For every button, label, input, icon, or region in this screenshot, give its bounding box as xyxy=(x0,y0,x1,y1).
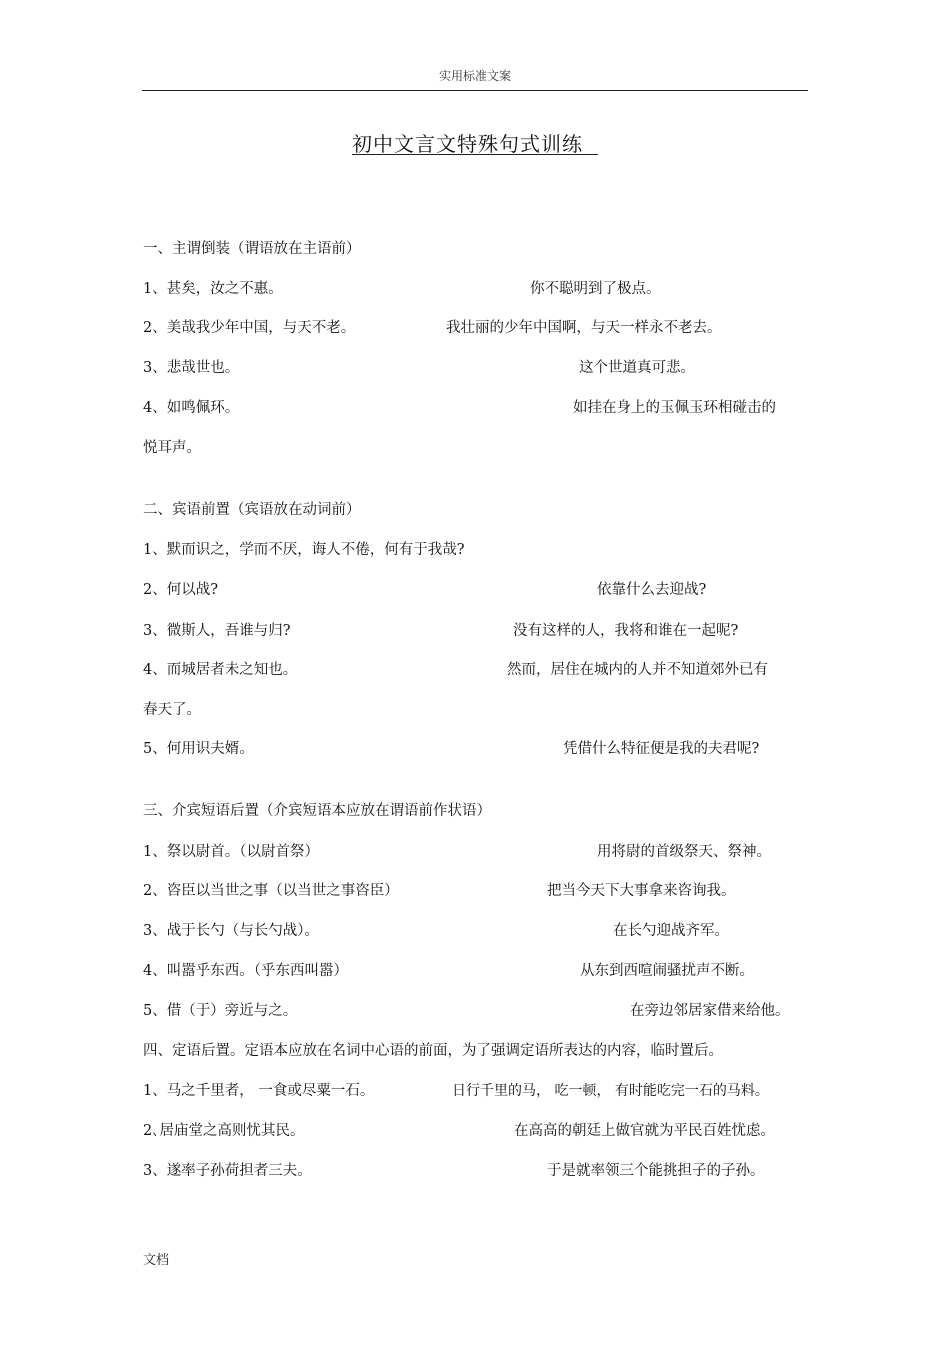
sentence-original: 4、而城居者未之知也。 xyxy=(143,662,298,678)
sentence-original: 5、借（于）旁近与之。 xyxy=(143,1003,298,1019)
sentence-translation: 日行千里的马， 吃一顿， 有时能吃完一石的马料。 xyxy=(452,1083,769,1099)
section-heading: 一、主谓倒装（谓语放在主语前） xyxy=(143,241,361,257)
title-underline xyxy=(352,154,598,155)
sentence-original: 3、战于长勺（与长勺战）。 xyxy=(143,923,319,939)
sentence-original: 1、马之千里者， 一食或尽粟一石。 xyxy=(143,1083,375,1099)
sentence-translation: 从东到西喧闹骚扰声不断。 xyxy=(580,963,754,979)
sentence-original: 2、何以战? xyxy=(143,582,218,598)
sentence-translation: 在旁边邻居家借来给他。 xyxy=(630,1003,790,1019)
sentence-original: 2､居庙堂之高则忧其民。 xyxy=(143,1123,305,1139)
sentence-original: 3、悲哉世也。 xyxy=(143,360,240,376)
sentence-original: 1、祭以尉首。（以尉首祭） xyxy=(143,844,319,860)
sentence-translation: 在长勺迎战齐军。 xyxy=(613,923,729,939)
sentence-translation: 我壮丽的少年中国啊，与天一样永不老去。 xyxy=(446,320,722,336)
header-divider xyxy=(142,90,808,91)
sentence-original: 1、默而识之，学而不厌，诲人不倦，何有于我哉? xyxy=(143,542,465,558)
sentence-translation: 把当今天下大事拿来咨询我。 xyxy=(547,883,736,899)
sentence-translation: 这个世道真可悲。 xyxy=(579,360,695,376)
sentence-translation-continued: 春天了。 xyxy=(143,702,201,718)
section-heading: 二、宾语前置（宾语放在动词前） xyxy=(143,502,361,518)
sentence-original: 5、何用识夫婿。 xyxy=(143,741,254,757)
sentence-original: 3、遂率子孙荷担者三夫。 xyxy=(143,1163,312,1179)
sentence-translation-continued: 悦耳声。 xyxy=(143,440,201,456)
sentence-translation: 凭借什么特征便是我的夫君呢? xyxy=(563,741,760,757)
sentence-translation: 如挂在身上的玉佩玉环相碰击的 xyxy=(573,400,776,416)
sentence-translation: 然而，居住在城内的人并不知道郊外已有 xyxy=(507,662,768,678)
section-heading: 三、介宾短语后置（介宾短语本应放在谓语前作状语） xyxy=(143,803,491,819)
page-footer: 文档 xyxy=(143,1253,170,1268)
sentence-translation: 于是就率领三个能挑担子的子孙。 xyxy=(547,1163,765,1179)
sentence-original: 4、叫嚣乎东西。（乎东西叫嚣） xyxy=(143,963,348,979)
sentence-original: 1、甚矣，汝之不惠。 xyxy=(143,281,283,297)
sentence-translation: 依靠什么去迎战? xyxy=(597,582,707,598)
sentence-translation: 你不聪明到了极点。 xyxy=(530,281,661,297)
sentence-original: 4、如鸣佩环。 xyxy=(143,400,240,416)
sentence-translation: 在高高的朝廷上做官就为平民百姓忧虑。 xyxy=(514,1123,775,1139)
sentence-translation: 用将尉的首级祭天、祭神。 xyxy=(597,844,771,860)
sentence-original: 2、美哉我少年中国，与天不老。 xyxy=(143,320,356,336)
page-header: 实用标准文案 xyxy=(438,69,511,83)
sentence-original: 3、微斯人，吾谁与归? xyxy=(143,623,291,639)
sentence-original: 2、咨臣以当世之事（以当世之事咨臣） xyxy=(143,883,399,899)
document-title: 初中文言文特殊句式训练 xyxy=(352,132,583,156)
sentence-translation: 没有这样的人，我将和谁在一起呢? xyxy=(513,623,739,639)
section-heading: 四、定语后置。定语本应放在名词中心语的前面，为了强调定语所表达的内容，临时置后。 xyxy=(143,1043,723,1059)
